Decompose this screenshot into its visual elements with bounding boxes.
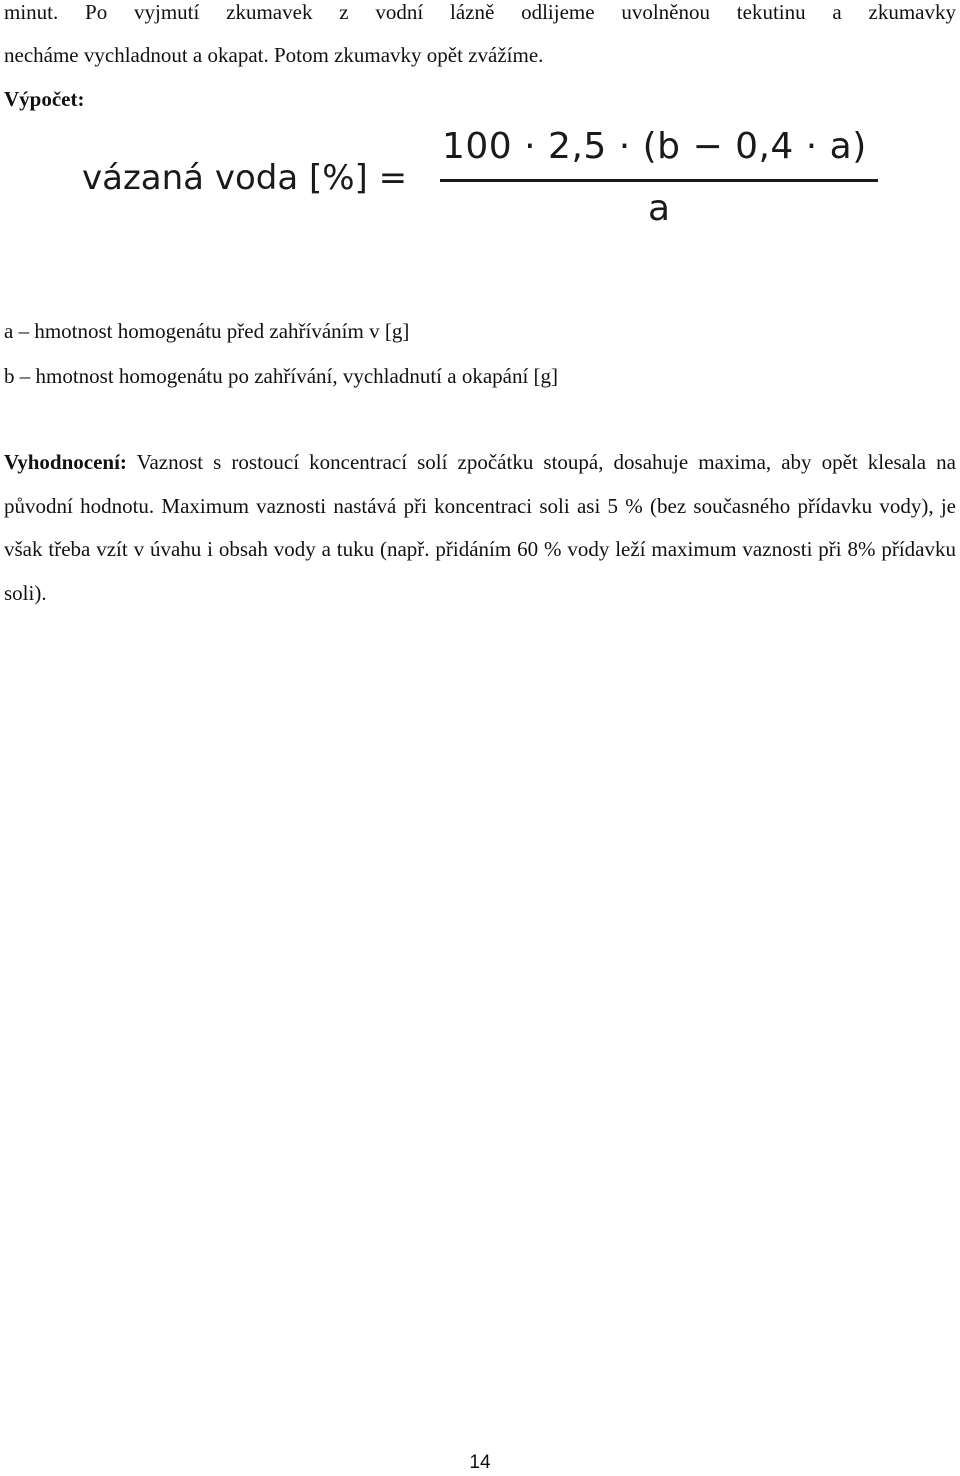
formula-denominator: a xyxy=(648,188,671,229)
evaluation-label: Vyhodnocení: xyxy=(4,450,127,474)
definition-a: a – hmotnost homogenátu před zahříváním v [g] xyxy=(4,319,410,343)
definition-b: b – hmotnost homogenátu po zahřívání, vychladnutí a okapání [g] xyxy=(4,364,559,388)
intro-paragraph xyxy=(4,0,956,77)
variable-definitions xyxy=(4,309,956,399)
evaluation-paragraph xyxy=(4,441,956,615)
intro-line-1: minut. Po vyjmutí zkumavek z vodní lázně odlijeme uvolněnou tekutinu a zkumavky xyxy=(4,0,956,24)
intro-line-2: necháme vychladnout a okapat. Potom zkumavky opět zvážíme. xyxy=(4,42,544,67)
formula-numerator: 100 · 2,5 · (b − 0,4 · a) xyxy=(442,126,867,167)
formula-fraction-bar xyxy=(440,179,878,182)
bound-water-formula xyxy=(82,118,882,238)
evaluation-text xyxy=(4,441,956,615)
evaluation-body: Vaznost s rostoucí koncentrací solí zpočátku stoupá, dosahuje maxima, aby opět klesala na původní hodnotu. Maximum vaznosti nastává při koncentraci soli asi 5 % (bez současného přídavku vody), je však třeba vzít v úvahu i obsah vody a tuku (např. přidáním 60 % vody leží maximum vaznosti při 8% přídavku soli). xyxy=(4,450,956,605)
calculation-heading: Výpočet: xyxy=(4,87,85,111)
page-number: 14 xyxy=(469,1452,491,1473)
formula-lhs: vázaná voda [%] = xyxy=(82,158,408,198)
